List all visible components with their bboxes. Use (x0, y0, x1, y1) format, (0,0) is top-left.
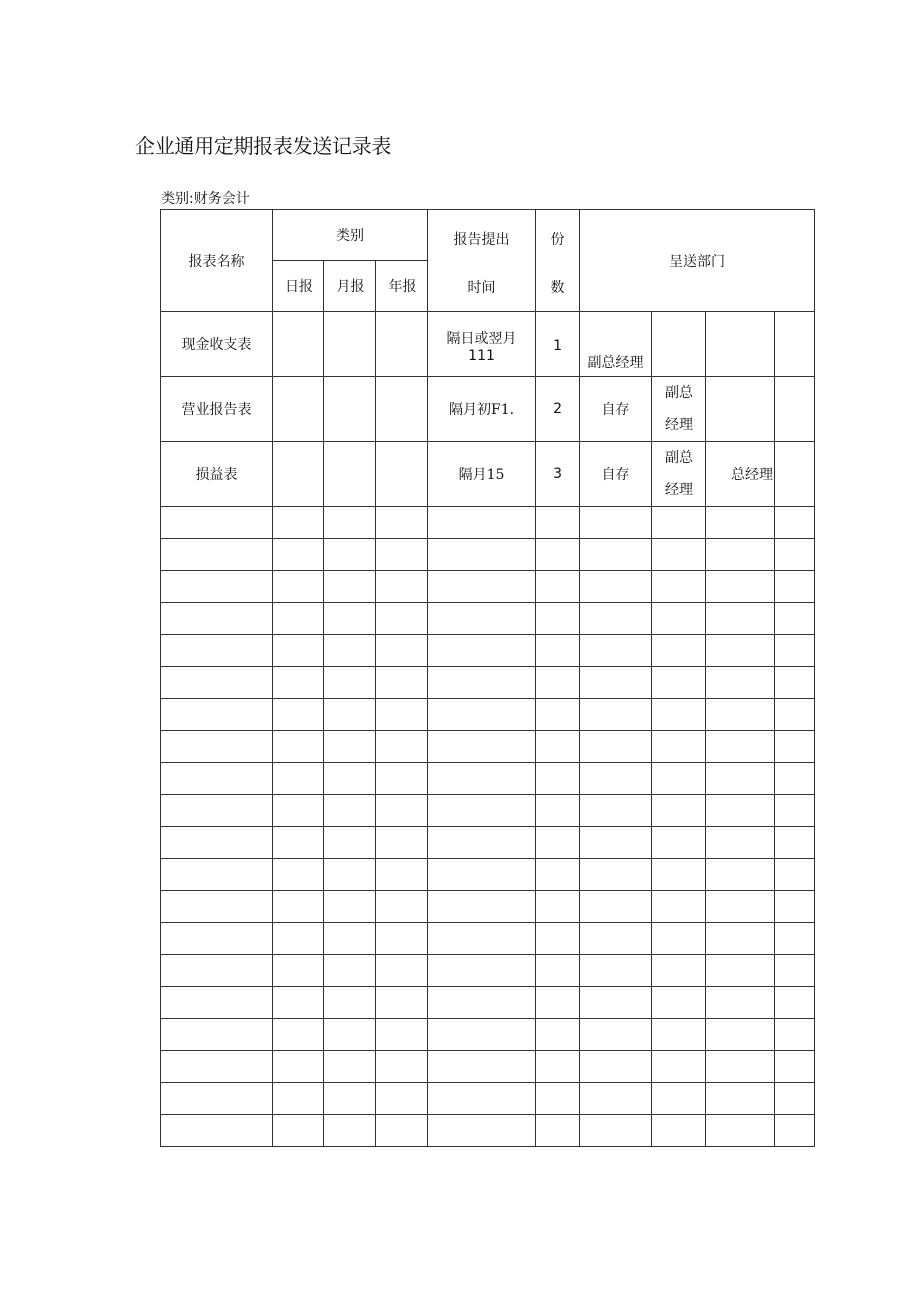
empty-cell (428, 699, 536, 731)
empty-cell (376, 571, 428, 603)
empty-cell (273, 571, 324, 603)
empty-cell (652, 859, 706, 891)
empty-cell (580, 987, 652, 1019)
empty-cell (161, 507, 273, 539)
empty-cell (428, 539, 536, 571)
empty-cell (536, 955, 580, 987)
empty-cell (428, 667, 536, 699)
empty-cell (273, 699, 324, 731)
empty-cell (161, 699, 273, 731)
empty-table-row (161, 955, 815, 987)
empty-cell (536, 731, 580, 763)
empty-table-row (161, 571, 815, 603)
row-recipient-3: 总经理 (706, 442, 775, 507)
empty-cell (580, 859, 652, 891)
empty-cell (428, 1115, 536, 1147)
row-recipient-1: 自存 (580, 442, 652, 507)
empty-cell (376, 731, 428, 763)
empty-cell (536, 603, 580, 635)
empty-table-row (161, 827, 815, 859)
empty-cell (376, 1051, 428, 1083)
empty-cell (273, 827, 324, 859)
empty-table-row (161, 795, 815, 827)
row-copies-value: 1 (553, 338, 562, 354)
empty-cell (536, 827, 580, 859)
empty-cell (273, 731, 324, 763)
empty-cell (273, 539, 324, 571)
empty-cell (324, 539, 376, 571)
header-type: 类别 (273, 210, 428, 261)
empty-cell (376, 891, 428, 923)
empty-cell (706, 539, 775, 571)
empty-cell (775, 923, 815, 955)
empty-cell (273, 795, 324, 827)
empty-cell (536, 539, 580, 571)
empty-cell (580, 699, 652, 731)
empty-cell (706, 603, 775, 635)
empty-cell (161, 635, 273, 667)
row-monthly-cell (324, 377, 376, 442)
empty-cell (775, 539, 815, 571)
row-report-name: 现金收支表 (161, 312, 273, 377)
empty-cell (706, 507, 775, 539)
empty-cell (536, 763, 580, 795)
empty-cell (428, 635, 536, 667)
empty-cell (324, 987, 376, 1019)
empty-table-row (161, 635, 815, 667)
empty-cell (324, 571, 376, 603)
empty-cell (324, 763, 376, 795)
empty-cell (652, 667, 706, 699)
empty-cell (273, 1115, 324, 1147)
empty-table-row (161, 507, 815, 539)
empty-cell (775, 507, 815, 539)
empty-cell (161, 571, 273, 603)
empty-table-row (161, 731, 815, 763)
empty-cell (324, 635, 376, 667)
empty-cell (376, 1019, 428, 1051)
empty-table-row (161, 763, 815, 795)
empty-cell (580, 827, 652, 859)
empty-cell (273, 1019, 324, 1051)
empty-cell (580, 1115, 652, 1147)
empty-cell (706, 1083, 775, 1115)
empty-cell (775, 987, 815, 1019)
empty-table-row (161, 699, 815, 731)
empty-cell (324, 699, 376, 731)
row-recipient-2-line2: 经理 (665, 482, 694, 498)
empty-cell (580, 1019, 652, 1051)
row-recipient-2-line1: 副总 (665, 450, 694, 466)
empty-cell (161, 955, 273, 987)
header-copies-line2: 数 (550, 279, 565, 296)
empty-cell (775, 1115, 815, 1147)
row-report-name: 损益表 (161, 442, 273, 507)
empty-cell (536, 667, 580, 699)
empty-cell (376, 795, 428, 827)
empty-cell (376, 955, 428, 987)
row-submit-time (428, 312, 536, 377)
empty-cell (775, 667, 815, 699)
empty-cell (652, 1083, 706, 1115)
empty-cell (428, 603, 536, 635)
empty-cell (428, 795, 536, 827)
row-monthly-cell (324, 312, 376, 377)
empty-cell (580, 603, 652, 635)
empty-cell (161, 1019, 273, 1051)
empty-cell (536, 1115, 580, 1147)
empty-cell (706, 891, 775, 923)
empty-cell (652, 571, 706, 603)
header-yearly: 年报 (376, 261, 428, 312)
empty-cell (580, 539, 652, 571)
empty-cell (376, 1083, 428, 1115)
empty-cell (706, 923, 775, 955)
row-copies: 2 (536, 377, 580, 442)
row-submit-time-line1: 隔日或翌月 (446, 331, 517, 347)
row-recipient-4 (775, 442, 815, 507)
empty-cell (161, 603, 273, 635)
empty-cell (324, 667, 376, 699)
empty-cell (273, 955, 324, 987)
empty-cell (324, 507, 376, 539)
empty-cell (775, 763, 815, 795)
empty-cell (161, 667, 273, 699)
header-submit-time-line2: 时间 (467, 279, 496, 296)
empty-cell (273, 891, 324, 923)
empty-table-row (161, 603, 815, 635)
empty-cell (652, 827, 706, 859)
empty-cell (706, 827, 775, 859)
row-yearly-cell (376, 312, 428, 377)
row-submit-time: 隔月15 (428, 442, 536, 507)
empty-cell (273, 923, 324, 955)
row-recipient-2 (652, 312, 706, 377)
empty-cell (536, 987, 580, 1019)
empty-cell (428, 1083, 536, 1115)
empty-cell (273, 603, 324, 635)
table-row (161, 377, 815, 442)
row-copies: 3 (536, 442, 580, 507)
empty-cell (428, 731, 536, 763)
empty-cell (652, 955, 706, 987)
empty-cell (324, 859, 376, 891)
empty-cell (706, 1051, 775, 1083)
empty-cell (580, 635, 652, 667)
empty-cell (273, 987, 324, 1019)
empty-cell (428, 923, 536, 955)
empty-cell (376, 1115, 428, 1147)
empty-table-row (161, 1019, 815, 1051)
header-submit-time (428, 210, 536, 312)
header-daily: 日报 (273, 261, 324, 312)
empty-cell (706, 859, 775, 891)
empty-cell (775, 891, 815, 923)
empty-cell (428, 763, 536, 795)
empty-cell (652, 539, 706, 571)
empty-cell (536, 635, 580, 667)
empty-cell (324, 827, 376, 859)
row-daily-cell (273, 377, 324, 442)
empty-cell (706, 699, 775, 731)
empty-cell (161, 923, 273, 955)
row-recipient-3 (706, 377, 775, 442)
empty-cell (536, 795, 580, 827)
empty-cell (161, 827, 273, 859)
empty-cell (273, 635, 324, 667)
empty-cell (536, 507, 580, 539)
empty-cell (652, 1115, 706, 1147)
empty-cell (273, 763, 324, 795)
empty-cell (580, 795, 652, 827)
empty-cell (536, 891, 580, 923)
row-recipient-1: 副总经理 (580, 312, 652, 377)
empty-cell (161, 891, 273, 923)
empty-cell (161, 1051, 273, 1083)
empty-cell (324, 923, 376, 955)
empty-cell (775, 571, 815, 603)
header-monthly: 月报 (324, 261, 376, 312)
empty-cell (536, 923, 580, 955)
empty-cell (324, 1051, 376, 1083)
empty-cell (161, 859, 273, 891)
empty-cell (580, 571, 652, 603)
empty-cell (706, 1115, 775, 1147)
row-recipient-3 (706, 312, 775, 377)
header-report-name: 报表名称 (161, 210, 273, 312)
empty-cell (273, 667, 324, 699)
empty-cell (324, 795, 376, 827)
row-recipient-2-line1: 副总 (665, 385, 694, 401)
empty-cell (273, 1051, 324, 1083)
empty-cell (376, 667, 428, 699)
empty-cell (428, 827, 536, 859)
empty-table-row (161, 1051, 815, 1083)
empty-cell (652, 699, 706, 731)
empty-cell (706, 987, 775, 1019)
empty-cell (161, 987, 273, 1019)
empty-cell (775, 699, 815, 731)
empty-cell (580, 923, 652, 955)
empty-cell (161, 795, 273, 827)
row-yearly-cell (376, 442, 428, 507)
empty-cell (161, 763, 273, 795)
empty-cell (536, 1083, 580, 1115)
empty-cell (706, 571, 775, 603)
empty-cell (161, 539, 273, 571)
empty-table-row (161, 987, 815, 1019)
empty-cell (376, 827, 428, 859)
row-recipient-1: 自存 (580, 377, 652, 442)
empty-cell (428, 955, 536, 987)
empty-cell (775, 1019, 815, 1051)
empty-cell (324, 603, 376, 635)
empty-cell (428, 507, 536, 539)
empty-cell (775, 1083, 815, 1115)
empty-cell (652, 635, 706, 667)
row-recipient-2-line2: 经理 (665, 417, 694, 433)
empty-cell (580, 1083, 652, 1115)
table-row (161, 442, 815, 507)
empty-cell (376, 507, 428, 539)
empty-table-row (161, 859, 815, 891)
empty-cell (324, 1083, 376, 1115)
empty-cell (376, 763, 428, 795)
empty-table-row (161, 923, 815, 955)
document-title: 企业通用定期报表发送记录表 (135, 134, 392, 158)
empty-cell (273, 507, 324, 539)
table-row (161, 312, 815, 377)
header-copies-line1: 份 (550, 231, 565, 248)
empty-cell (580, 667, 652, 699)
header-recipients: 呈送部门 (580, 210, 815, 312)
empty-cell (706, 955, 775, 987)
row-yearly-cell (376, 377, 428, 442)
empty-cell (652, 795, 706, 827)
empty-cell (376, 539, 428, 571)
empty-cell (580, 891, 652, 923)
empty-cell (324, 1115, 376, 1147)
empty-cell (775, 1051, 815, 1083)
empty-table-row (161, 667, 815, 699)
empty-cell (376, 635, 428, 667)
empty-cell (706, 1019, 775, 1051)
empty-cell (428, 1051, 536, 1083)
category-line (161, 188, 250, 208)
empty-cell (706, 795, 775, 827)
row-daily-cell (273, 442, 324, 507)
empty-cell (324, 955, 376, 987)
empty-cell (324, 891, 376, 923)
category-label: 类别: (161, 191, 194, 207)
empty-cell (428, 891, 536, 923)
empty-cell (428, 1019, 536, 1051)
row-recipient-2 (652, 377, 706, 442)
empty-cell (376, 699, 428, 731)
row-recipient-4 (775, 312, 815, 377)
row-report-name: 营业报告表 (161, 377, 273, 442)
empty-cell (775, 731, 815, 763)
empty-cell (324, 731, 376, 763)
empty-cell (273, 1083, 324, 1115)
row-recipient-4 (775, 377, 815, 442)
empty-table-row (161, 539, 815, 571)
row-monthly-cell (324, 442, 376, 507)
empty-table-row (161, 1115, 815, 1147)
empty-cell (652, 923, 706, 955)
empty-cell (706, 667, 775, 699)
empty-table-row (161, 1083, 815, 1115)
empty-cell (580, 1051, 652, 1083)
empty-cell (536, 859, 580, 891)
empty-cell (580, 955, 652, 987)
empty-cell (580, 763, 652, 795)
row-recipient-2 (652, 442, 706, 507)
empty-cell (652, 763, 706, 795)
empty-cell (428, 987, 536, 1019)
empty-cell (706, 731, 775, 763)
empty-cell (376, 987, 428, 1019)
empty-cell (580, 731, 652, 763)
empty-cell (580, 507, 652, 539)
empty-cell (376, 923, 428, 955)
empty-cell (652, 1051, 706, 1083)
empty-cell (706, 635, 775, 667)
empty-cell (428, 571, 536, 603)
empty-cell (652, 1019, 706, 1051)
empty-cell (536, 571, 580, 603)
empty-cell (652, 891, 706, 923)
empty-cell (775, 795, 815, 827)
row-submit-time: 隔月初F1. (428, 377, 536, 442)
header-copies (536, 210, 580, 312)
header-row-top (161, 210, 815, 261)
empty-cell (324, 1019, 376, 1051)
empty-cell (775, 859, 815, 891)
empty-cell (775, 955, 815, 987)
empty-cell (376, 859, 428, 891)
empty-cell (652, 603, 706, 635)
empty-cell (273, 859, 324, 891)
empty-cell (536, 1019, 580, 1051)
row-copies (536, 312, 580, 377)
empty-cell (652, 987, 706, 1019)
empty-cell (161, 1115, 273, 1147)
empty-cell (652, 731, 706, 763)
row-submit-time-line2: 111 (468, 348, 495, 364)
empty-cell (428, 859, 536, 891)
header-submit-time-line1: 报告提出 (453, 231, 510, 248)
empty-cell (775, 827, 815, 859)
empty-cell (161, 731, 273, 763)
empty-cell (376, 603, 428, 635)
report-send-record-table (160, 209, 815, 1147)
empty-cell (775, 603, 815, 635)
empty-cell (775, 635, 815, 667)
empty-cell (706, 763, 775, 795)
empty-table-row (161, 891, 815, 923)
empty-cell (536, 699, 580, 731)
empty-cell (536, 1051, 580, 1083)
empty-cell (652, 507, 706, 539)
row-daily-cell (273, 312, 324, 377)
empty-cell (161, 1083, 273, 1115)
category-value: 财务会计 (193, 191, 250, 207)
